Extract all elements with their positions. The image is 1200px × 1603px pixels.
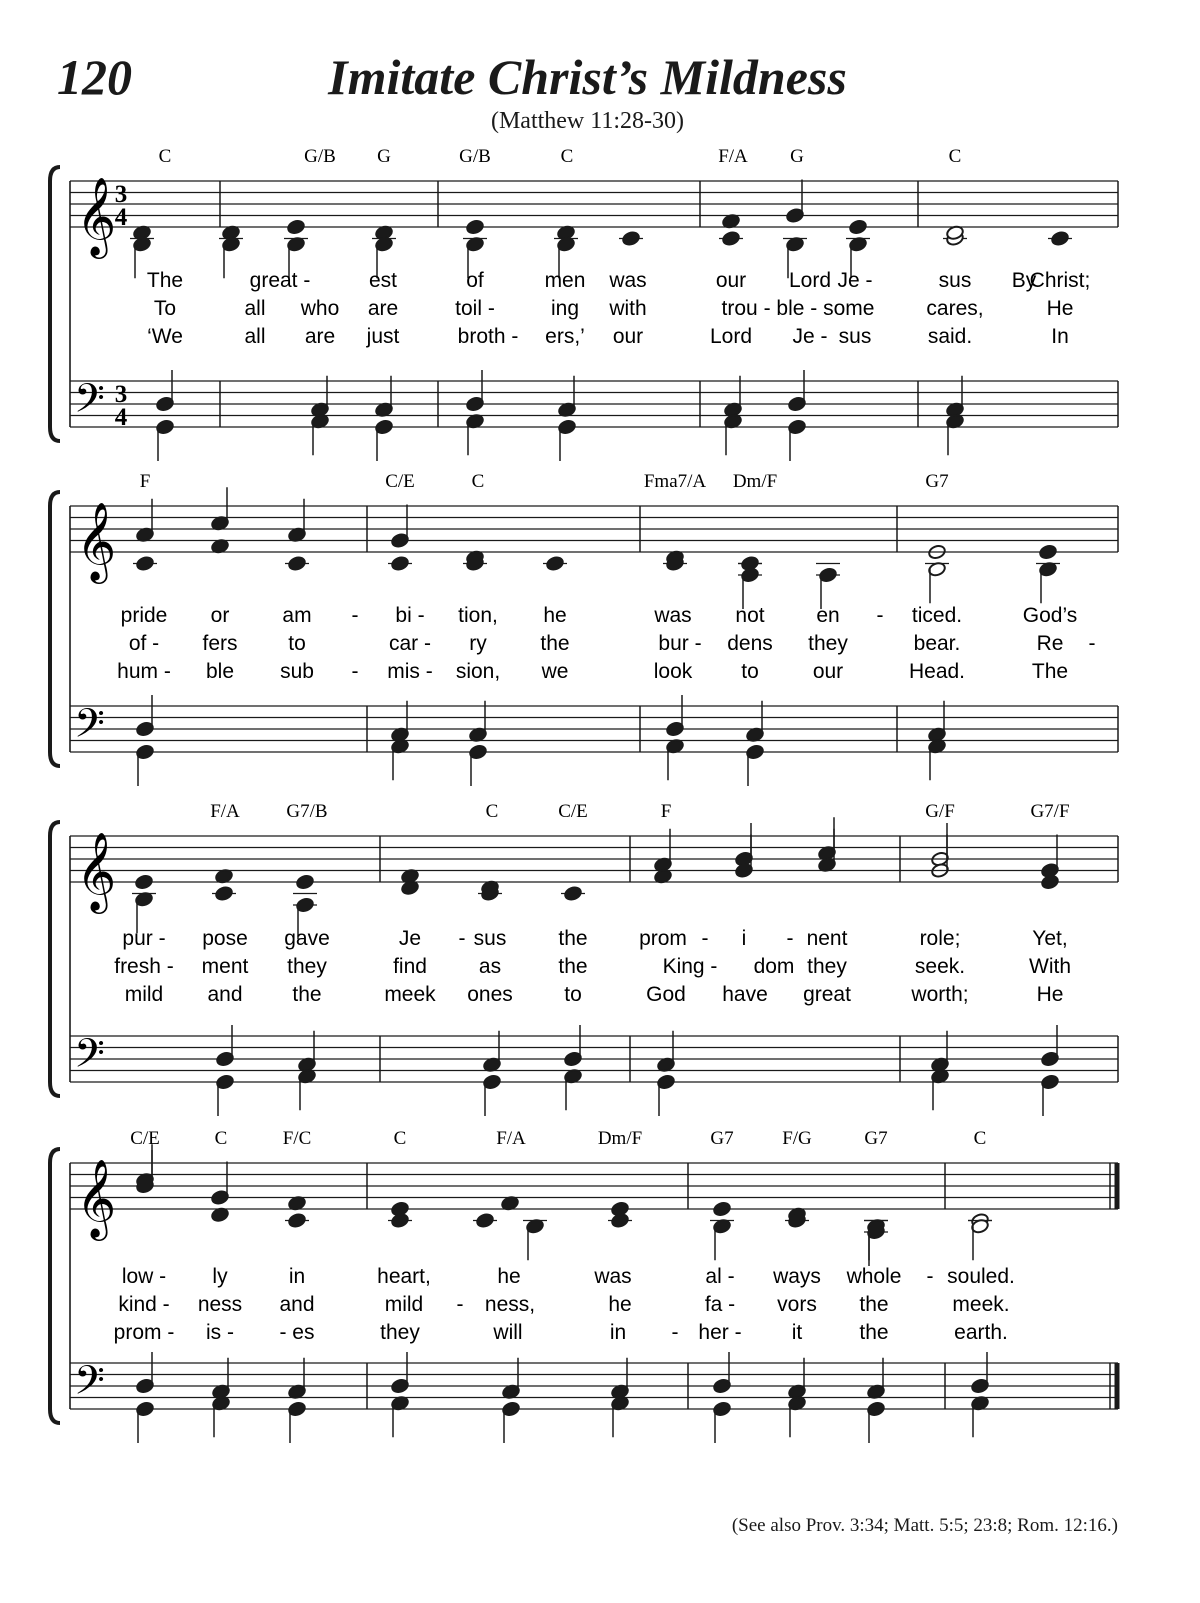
lyric-syllable: hum -	[117, 660, 171, 683]
lyric-syllable: with	[609, 297, 647, 320]
lyric-syllable: nent	[806, 927, 848, 950]
lyric-syllable: ly	[212, 1265, 228, 1288]
lyric-syllable: Lord	[709, 325, 753, 348]
note-head	[215, 886, 234, 902]
lyric-syllable: - es	[279, 1321, 315, 1344]
chord-symbol: F/G	[782, 1128, 812, 1149]
lyric-syllable: ness,	[484, 1293, 536, 1316]
lyric-syllable: and	[207, 983, 243, 1006]
lyric-syllable: ry	[469, 632, 487, 655]
lyric-syllable: to	[288, 632, 306, 655]
lyric-syllable: bur -	[658, 632, 702, 655]
chord-symbol: C/E	[385, 471, 415, 492]
chord-symbol: G	[377, 146, 391, 167]
lyric-syllable: they	[287, 955, 327, 978]
lyric-syllable: kind -	[118, 1293, 170, 1316]
chord-symbol: G7	[710, 1128, 734, 1149]
lyric-syllable: they	[807, 955, 847, 978]
lyric-syllable: just	[366, 325, 400, 348]
note-head	[722, 231, 741, 247]
system-bracket	[50, 822, 60, 1096]
lyric-syllable: look	[653, 660, 693, 683]
lyric-syllable: our	[812, 660, 844, 683]
lyric-syllable: The	[146, 269, 184, 292]
lyric-syllable: it	[791, 1321, 803, 1344]
lyric-syllable: ‘We	[147, 325, 183, 348]
bass-clef-icon: 𝄢	[74, 700, 105, 757]
lyric-syllable: ers,’	[545, 325, 585, 348]
bass-clef-icon: 𝄢	[74, 1357, 105, 1414]
lyric-syllable: pose	[202, 927, 248, 950]
lyric-syllable: sus	[838, 325, 872, 348]
system-bracket	[50, 1149, 60, 1423]
lyric-syllable: i	[741, 927, 747, 950]
lyric-syllable: not	[735, 604, 765, 627]
chord-symbol: C	[214, 1128, 228, 1149]
chord-symbol: Fma7/A	[643, 471, 707, 492]
lyric-syllable: in	[609, 1321, 627, 1344]
chord-symbol: G/B	[304, 146, 336, 167]
chord-symbol: Dm/F	[732, 471, 778, 492]
lyric-syllable: the	[558, 927, 588, 950]
lyric-syllable: -	[876, 604, 884, 627]
note-head	[288, 1213, 307, 1229]
lyric-syllable: est	[368, 269, 398, 292]
lyric-syllable: are	[304, 325, 336, 348]
time-signature-bottom: 4	[114, 204, 128, 231]
chord-symbol: F/C	[282, 1128, 312, 1149]
lyric-syllable: In	[1051, 325, 1069, 348]
lyric-syllable: -	[456, 1293, 464, 1316]
lyric-syllable: ing	[550, 297, 580, 320]
lyric-syllable: cares,	[926, 297, 984, 320]
lyric-syllable: great -	[249, 269, 311, 292]
chord-symbol: F/A	[718, 146, 748, 167]
note-head	[288, 556, 307, 572]
lyric-syllable: men	[544, 269, 586, 292]
lyric-syllable: mild	[384, 1293, 424, 1316]
chord-symbol: G/B	[459, 146, 491, 167]
lyric-syllable: bear.	[913, 632, 961, 655]
lyric-syllable: he	[497, 1265, 521, 1288]
hymn-title: Imitate Christ’s Mildness	[328, 49, 847, 105]
lyric-syllable: he	[608, 1293, 632, 1316]
lyric-syllable: Je -	[837, 269, 873, 292]
chord-symbol: C/E	[558, 801, 588, 822]
lyric-syllable: they	[380, 1321, 420, 1344]
lyric-syllable: By	[1011, 269, 1037, 292]
lyric-syllable: her -	[698, 1321, 742, 1344]
lyric-syllable: ways	[773, 1265, 821, 1288]
treble-clef-icon: 𝄞	[76, 832, 117, 911]
lyric-syllable: fers	[202, 632, 238, 655]
chord-symbol: Dm/F	[597, 1128, 643, 1149]
chord-symbol: F	[139, 471, 151, 492]
lyric-syllable: Lord	[788, 269, 832, 292]
lyric-syllable: the	[292, 983, 322, 1006]
lyric-syllable: the	[540, 632, 570, 655]
lyric-syllable: ble	[205, 660, 235, 683]
lyric-syllable: prom	[639, 927, 687, 950]
lyric-syllable: car -	[389, 632, 431, 655]
time-signature-top: 3	[114, 181, 128, 208]
lyric-syllable: Je -	[792, 325, 828, 348]
lyric-syllable: toil -	[455, 297, 495, 320]
lyric-syllable: dom	[753, 955, 795, 978]
bass-clef-icon: 𝄢	[74, 1030, 105, 1087]
lyric-syllable: -	[701, 927, 709, 950]
lyric-syllable: sub	[280, 660, 314, 683]
chord-symbol: C	[485, 801, 499, 822]
lyric-syllable: Je	[398, 927, 422, 950]
lyric-syllable: seek.	[914, 955, 966, 978]
time-signature-top: 3	[114, 381, 128, 408]
lyric-syllable: He	[1046, 297, 1074, 320]
lyric-syllable: in	[288, 1265, 306, 1288]
lyric-syllable: heart,	[377, 1265, 431, 1288]
lyric-syllable: Christ;	[1029, 269, 1091, 292]
lyric-syllable: of -	[128, 632, 160, 655]
lyric-syllable: fa -	[704, 1293, 736, 1316]
treble-clef-icon: 𝄞	[76, 1159, 117, 1238]
lyric-syllable: he	[543, 604, 567, 627]
bass-staff	[70, 706, 1118, 752]
lyric-syllable: all	[244, 297, 266, 320]
lyric-syllable: -	[786, 927, 794, 950]
lyric-syllable: bi -	[395, 604, 425, 627]
note-head	[564, 886, 583, 902]
lyric-syllable: great	[803, 983, 851, 1006]
chord-symbol: F/A	[210, 801, 240, 822]
lyric-syllable: low -	[121, 1265, 167, 1288]
note-head	[622, 231, 641, 247]
lyric-syllable: meek	[384, 983, 436, 1006]
system-bracket	[50, 167, 60, 441]
chord-symbol: F/A	[496, 1128, 526, 1149]
lyric-syllable: sus	[938, 269, 972, 292]
note-head	[136, 556, 155, 572]
chord-symbol: G	[790, 146, 804, 167]
lyric-syllable: God	[646, 983, 686, 1006]
note-head	[1051, 231, 1070, 247]
chord-symbol: C	[158, 146, 172, 167]
lyric-syllable: was	[594, 1265, 632, 1288]
lyric-syllable: the	[859, 1293, 889, 1316]
lyric-syllable: -	[351, 660, 359, 683]
lyric-syllable: are	[367, 297, 399, 320]
lyric-syllable: prom -	[113, 1321, 175, 1344]
hymn-number: 120	[57, 49, 132, 105]
treble-clef-icon: 𝄞	[76, 502, 117, 581]
note-head	[476, 1213, 495, 1229]
lyric-syllable: earth.	[954, 1321, 1008, 1344]
lyric-syllable: al -	[705, 1265, 735, 1288]
treble-staff	[70, 181, 1118, 227]
lyric-syllable: to	[741, 660, 759, 683]
lyric-syllable: find	[393, 955, 427, 978]
lyric-syllable: gave	[284, 927, 330, 950]
chord-symbol: G7/F	[1030, 801, 1070, 822]
chord-symbol: G7	[864, 1128, 888, 1149]
chord-symbol: G7	[925, 471, 949, 492]
lyric-syllable: -	[671, 1321, 679, 1344]
lyric-syllable: vors	[777, 1293, 817, 1316]
lyric-syllable: The	[1031, 660, 1069, 683]
chord-symbol: F	[660, 801, 672, 822]
lyric-syllable: role;	[919, 927, 961, 950]
note-head	[391, 556, 410, 572]
lyric-syllable: ones	[467, 983, 513, 1006]
lyric-syllable: tion,	[458, 604, 498, 627]
lyric-syllable: our	[715, 269, 747, 292]
lyric-syllable: whole	[846, 1265, 902, 1288]
note-head	[391, 1213, 410, 1229]
lyric-syllable: broth -	[457, 325, 519, 348]
lyric-syllable: as	[478, 955, 502, 978]
lyric-syllable: will	[493, 1321, 523, 1344]
lyric-syllable: With	[1029, 955, 1071, 978]
lyric-syllable: -	[1088, 632, 1096, 655]
lyric-syllable: or	[210, 604, 230, 627]
note-head	[546, 556, 565, 572]
lyric-syllable: Yet,	[1032, 927, 1068, 950]
lyric-syllable: worth;	[911, 983, 969, 1006]
lyric-syllable: sion,	[455, 660, 501, 683]
chord-symbol: C	[560, 146, 574, 167]
chord-symbol: C	[973, 1128, 987, 1149]
lyric-syllable: ment	[201, 955, 249, 978]
lyric-syllable: the	[558, 955, 588, 978]
footnote: (See also Prov. 3:34; Matt. 5:5; 23:8; Rom. 12:16.)	[731, 1515, 1118, 1536]
lyric-syllable: pur -	[122, 927, 166, 950]
lyric-syllable: To	[153, 297, 177, 320]
treble-clef-icon: 𝄞	[76, 177, 117, 256]
lyric-syllable: pride	[120, 604, 168, 627]
time-signature-bottom: 4	[114, 404, 128, 431]
lyric-syllable: our	[612, 325, 644, 348]
scripture-reference: (Matthew 11:28-30)	[490, 108, 685, 134]
lyric-syllable: ness	[197, 1293, 243, 1316]
system-bracket	[50, 492, 60, 766]
lyric-syllable: King -	[662, 955, 718, 978]
lyric-syllable: all	[244, 325, 266, 348]
lyric-syllable: is -	[206, 1321, 234, 1344]
lyric-syllable: mild	[124, 983, 164, 1006]
chord-symbol: C/E	[130, 1128, 160, 1149]
lyric-syllable: and	[279, 1293, 315, 1316]
lyric-syllable: meek.	[952, 1293, 1010, 1316]
lyric-syllable: was	[654, 604, 692, 627]
lyric-syllable: fresh -	[114, 955, 174, 978]
lyric-syllable: was	[609, 269, 647, 292]
chord-symbol: G7/B	[286, 801, 328, 822]
lyric-syllable: -	[926, 1265, 934, 1288]
lyric-syllable: -	[458, 927, 466, 950]
lyric-syllable: mis -	[387, 660, 433, 683]
chord-symbol: G/F	[925, 801, 955, 822]
lyric-syllable: of	[466, 269, 484, 292]
lyric-syllable: He	[1036, 983, 1064, 1006]
chord-symbol: C	[948, 146, 962, 167]
lyric-syllable: ticed.	[911, 604, 963, 627]
lyric-syllable: said.	[927, 325, 973, 348]
lyric-syllable: we	[541, 660, 569, 683]
lyric-syllable: to	[564, 983, 582, 1006]
lyric-syllable: en	[816, 604, 840, 627]
lyric-syllable: who	[300, 297, 340, 320]
lyric-syllable: trou - ble - some	[721, 297, 875, 320]
note-head	[611, 1213, 630, 1229]
lyric-syllable: the	[859, 1321, 889, 1344]
lyric-syllable: -	[351, 604, 359, 627]
chord-symbol: C	[471, 471, 485, 492]
lyric-syllable: Head.	[908, 660, 966, 683]
lyric-syllable: God’s	[1022, 604, 1078, 627]
lyric-syllable: Re	[1036, 632, 1064, 655]
chord-symbol: C	[393, 1128, 407, 1149]
bass-clef-icon: 𝄢	[74, 375, 105, 432]
lyric-syllable: dens	[727, 632, 773, 655]
lyric-syllable: am	[282, 604, 312, 627]
lyric-syllable: souled.	[947, 1265, 1015, 1288]
lyric-syllable: have	[722, 983, 768, 1006]
lyric-syllable: sus	[473, 927, 507, 950]
lyric-syllable: they	[808, 632, 848, 655]
